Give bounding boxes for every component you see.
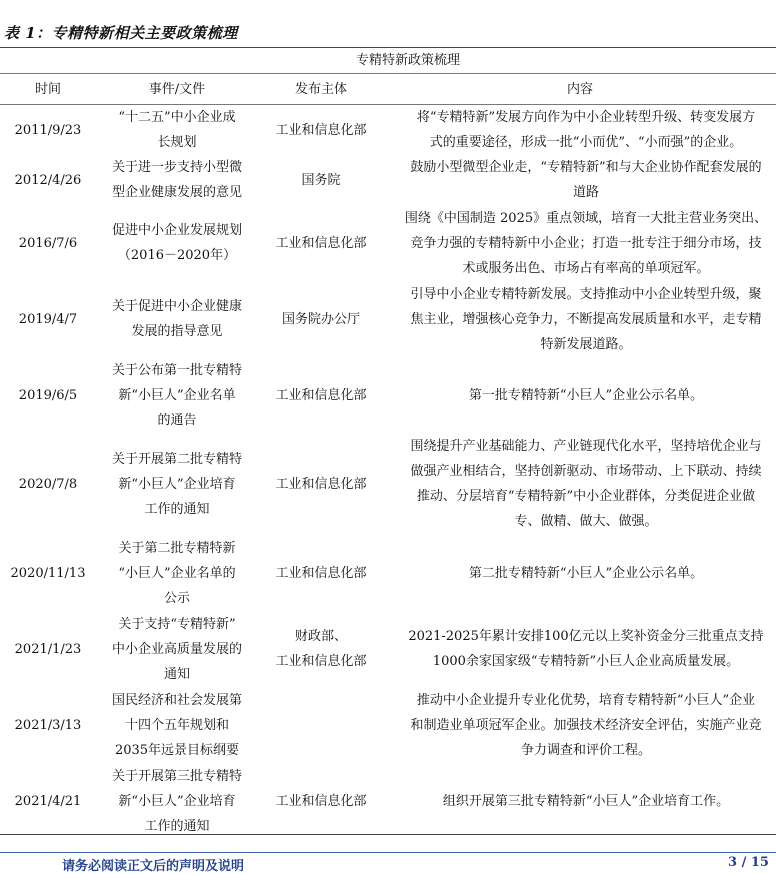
- page-number: 3 / 15: [728, 855, 769, 870]
- cell-event: [96, 535, 258, 611]
- cell-content-line: 焦主业，增强核心竞争力，不断提高发展质量和水平，走专精: [410, 311, 762, 327]
- table-row: [0, 205, 776, 281]
- cell-event-line: （2016－2020年）: [117, 248, 237, 263]
- bottom-rule: [0, 834, 776, 835]
- cell-content-line: 术或服务出色、市场占有率高的单项冠军。: [462, 260, 710, 276]
- cell-event: [96, 205, 258, 281]
- cell-event-line: 2035年远景目标纲要: [114, 742, 240, 758]
- cell-event-line: 促进中小企业发展规划: [111, 223, 242, 238]
- cell-date: 2020/7/8: [18, 476, 78, 492]
- cell-issuer: [258, 155, 384, 205]
- cell-content-line: 道路: [572, 185, 599, 200]
- cell-event: [96, 357, 258, 433]
- table-row: [0, 433, 776, 535]
- cell-event-line: 关于开展第三批专精特: [111, 768, 242, 784]
- cell-date: 2012/4/26: [14, 172, 82, 188]
- cell-issuer: [258, 357, 384, 433]
- cell-content-line: 特新发展道路。: [540, 336, 632, 352]
- cell-event-line: 通知: [163, 666, 190, 682]
- cell-event-line: 关于支持“专精特新”: [118, 616, 236, 632]
- cell-content-line: 围绕提升产业基础能力、产业链现代化水平，坚持培优企业与: [410, 439, 762, 454]
- table-row: [0, 155, 776, 205]
- cell-issuer: [258, 205, 384, 281]
- cell-issuer-line: 国务院办公厅: [281, 311, 360, 327]
- cell-event-line: 关于进一步支持小型微: [111, 160, 242, 175]
- cell-content: [384, 687, 776, 763]
- cell-event-line: 新“小巨人”企业名单: [118, 387, 236, 403]
- table-row: [0, 687, 776, 763]
- cell-issuer-line: 财政部、: [294, 629, 347, 644]
- table-row: [0, 611, 776, 687]
- cell-content-line: 专、做精、做大、做强。: [514, 514, 658, 529]
- cell-event-line: 国民经济和社会发展第: [111, 692, 242, 708]
- table-row: [0, 105, 776, 156]
- cell-event-line: “小巨人”企业名单的: [118, 565, 236, 581]
- cell-event-line: 长规划: [157, 135, 197, 150]
- cell-date: 2020/11/13: [10, 565, 86, 581]
- cell-event-line: 发展的指导意见: [131, 324, 223, 339]
- cell-issuer-line: 工业和信息化部: [275, 654, 367, 669]
- cell-content: [384, 535, 776, 611]
- cell-issuer-line: 工业和信息化部: [275, 476, 367, 492]
- header-content: 内容: [384, 74, 776, 105]
- cell-issuer: [258, 433, 384, 535]
- cell-event-line: 关于促进中小企业健康: [111, 299, 242, 314]
- cell-issuer-line: 工业和信息化部: [275, 122, 367, 138]
- table-header-row: [0, 74, 776, 105]
- table-row: [0, 763, 776, 839]
- cell-date: 2021/1/23: [14, 641, 82, 657]
- cell-event: [96, 433, 258, 535]
- cell-event-line: 关于第二批专精特新: [118, 540, 236, 556]
- cell-content-line: 1000余家国家级“专精特新”小巨人企业高质量发展。: [432, 654, 740, 669]
- cell-issuer-line: 国务院: [301, 172, 341, 188]
- cell-event-line: 新“小巨人”企业培育: [118, 476, 236, 492]
- cell-content: [384, 763, 776, 839]
- cell-event-line: 型企业健康发展的意见: [111, 185, 242, 200]
- top-rule: [0, 47, 776, 48]
- cell-event: [96, 155, 258, 205]
- cell-content-line: 将“专精特新”发展方向作为中小企业转型升级、转变发展方: [416, 110, 756, 125]
- cell-content-line: 引导中小企业专精特新发展。支持推动中小企业转型升级，聚: [410, 286, 762, 302]
- cell-event: [96, 611, 258, 687]
- cell-date: 2021/3/13: [14, 717, 82, 733]
- header-event: 事件/文件: [96, 74, 258, 105]
- cell-issuer: [258, 687, 384, 763]
- cell-content: [384, 433, 776, 535]
- cell-event-line: 公示: [163, 590, 190, 606]
- cell-content-line: 第二批专精特新“小巨人”企业公示名单。: [468, 565, 704, 581]
- cell-date: 2016/7/6: [18, 235, 78, 251]
- cell-content-line: 推动、分层培育“专精特新”中小企业群体，分类促进企业做: [416, 489, 756, 504]
- cell-content: [384, 155, 776, 205]
- cell-event: [96, 687, 258, 763]
- cell-content: [384, 105, 776, 156]
- cell-content-line: 组织开展第三批专精特新“小巨人”企业培育工作。: [442, 793, 730, 809]
- cell-event-line: 工作的通知: [144, 818, 210, 834]
- cell-event-line: 关于公布第一批专精特: [111, 362, 242, 378]
- cell-event: [96, 281, 258, 357]
- cell-event-line: 新“小巨人”企业培育: [118, 793, 236, 809]
- cell-date: 2019/6/5: [18, 387, 78, 403]
- cell-content-line: 推动中小企业提升专业化优势，培育专精特新“小巨人”企业: [416, 692, 756, 708]
- cell-content-line: 式的重要途径，形成一批“小而优”、“小而强”的企业。: [429, 135, 743, 150]
- cell-event-line: 十四个五年规划和: [124, 717, 229, 733]
- table-row: [0, 281, 776, 357]
- cell-issuer: [258, 763, 384, 839]
- header-date: 时间: [0, 74, 96, 105]
- cell-event: [96, 105, 258, 156]
- cell-event: [96, 763, 258, 839]
- cell-issuer: [258, 611, 384, 687]
- cell-content: [384, 357, 776, 433]
- cell-issuer-line: 工业和信息化部: [275, 565, 367, 581]
- cell-issuer: [258, 105, 384, 156]
- table-caption: 表 1：专精特新相关主要政策梳理: [4, 24, 238, 42]
- cell-content-line: 第一批专精特新“小巨人”企业公示名单。: [468, 387, 704, 403]
- cell-content: [384, 205, 776, 281]
- cell-event-line: 的通告: [157, 412, 197, 428]
- table-title: 专精特新政策梳理: [355, 53, 460, 68]
- cell-content: [384, 281, 776, 357]
- cell-event-line: 关于开展第二批专精特: [111, 451, 242, 467]
- cell-issuer: [258, 281, 384, 357]
- cell-event-line: 工作的通知: [144, 501, 210, 517]
- cell-content-line: 做强产业相结合，坚持创新驱动、市场带动、上下联动、持续: [410, 464, 762, 479]
- footer-rule: [0, 852, 776, 853]
- cell-content-line: 2021-2025年累计安排100亿元以上奖补资金分三批重点支持: [408, 629, 764, 644]
- cell-issuer-line: 工业和信息化部: [275, 387, 367, 403]
- cell-date: 2019/4/7: [18, 311, 78, 327]
- cell-event-line: 中小企业高质量发展的: [111, 641, 242, 657]
- footer-disclaimer: 请务必阅读正文后的声明及说明: [62, 859, 245, 874]
- cell-issuer-line: 工业和信息化部: [275, 235, 367, 251]
- cell-date: 2021/4/21: [14, 793, 82, 809]
- cell-date: 2011/9/23: [14, 122, 82, 138]
- cell-content-line: 鼓励小型微型企业走，“专精特新”和与大企业协作配套发展的: [410, 160, 762, 175]
- cell-content-line: 竞争力强的专精特新中小企业；打造一批专注于细分市场，技: [410, 235, 762, 251]
- cell-content-line: 争力调查和评价工程。: [520, 742, 651, 758]
- table-row: [0, 535, 776, 611]
- cell-content-line: 围绕《中国制造 2025》重点领域，培育一大批主营业务突出、: [404, 210, 768, 226]
- table-body: [0, 105, 776, 840]
- cell-issuer-line: 工业和信息化部: [275, 793, 367, 809]
- cell-issuer: [258, 535, 384, 611]
- header-issuer: 发布主体: [258, 74, 384, 105]
- policy-table: [0, 74, 776, 839]
- cell-event-line: “十二五”中小企业成: [118, 110, 236, 125]
- cell-content-line: 和制造业单项冠军企业。加强技术经济安全评估，实施产业竞: [410, 717, 762, 733]
- table-row: [0, 357, 776, 433]
- cell-content: [384, 611, 776, 687]
